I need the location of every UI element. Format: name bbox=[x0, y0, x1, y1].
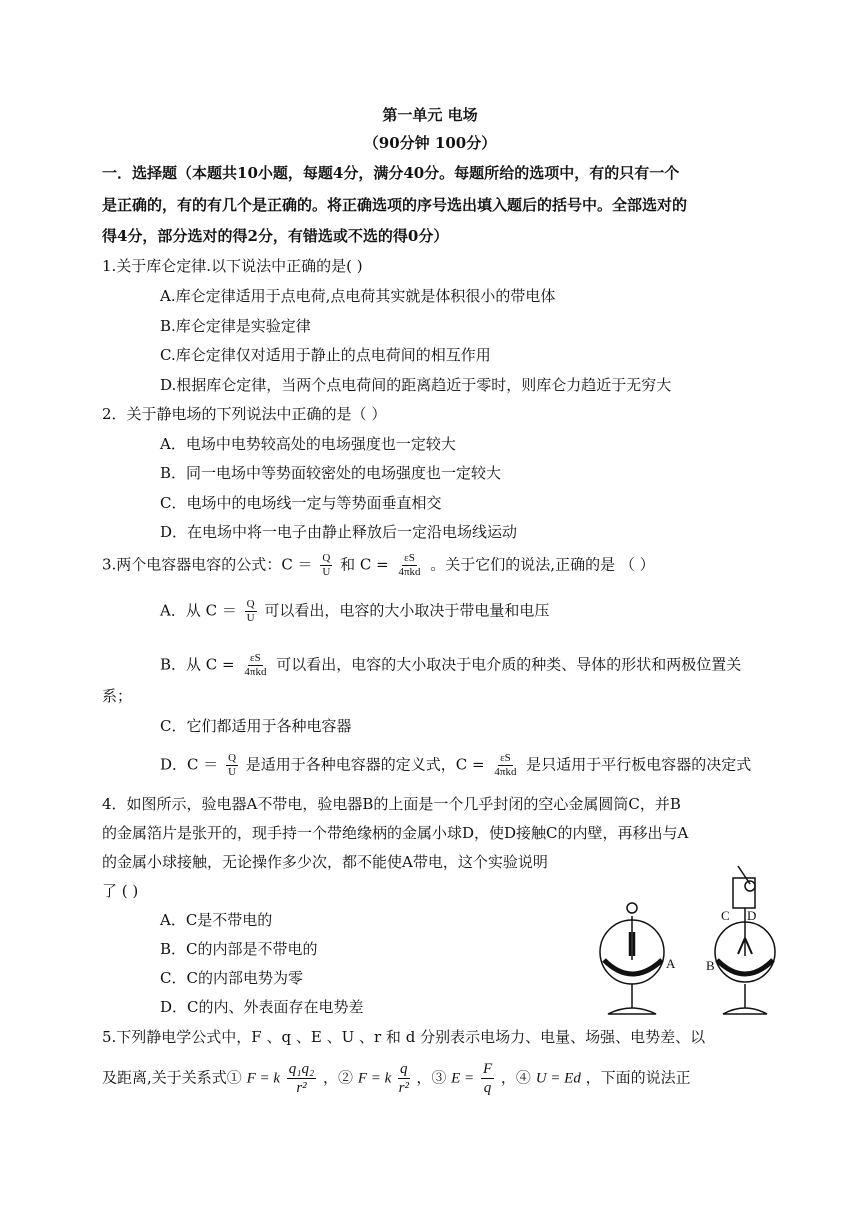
section-instructions-line: 一．选择题（本题共10小题，每题4分，满分40分。每题所给的选项中，有的只有一个 bbox=[102, 164, 680, 182]
q4-option-b: B．C的内部是不带电的 bbox=[160, 940, 318, 958]
fraction-q-over-u: $\frac{Q}{U}$ bbox=[246, 598, 255, 624]
q3-option-a: A．从 C ＝ $\frac{Q}{U}$ 可以看出，电容的大小取决于带电量和电压 bbox=[160, 598, 550, 624]
section-instructions-line: 得4分，部分选对的得2分，有错选或不选的得0分） bbox=[102, 227, 449, 245]
q1-option-b: B.库仑定律是实验定律 bbox=[160, 317, 311, 335]
unit-title: 第一单元 电场 bbox=[382, 106, 478, 124]
formula-3: E = bbox=[451, 1070, 475, 1087]
q3-option-b-continuation: 系； bbox=[102, 687, 133, 705]
figure-label-b: B bbox=[706, 958, 715, 973]
q4-option-d: D．C的内、外表面存在电势差 bbox=[160, 998, 364, 1016]
question-4-stem-line: 了 ( ) bbox=[102, 882, 139, 900]
question-4-stem-line: 的金属箔片是张开的，现手持一个带绝缘柄的金属小球D，使D接触C的内壁，再移出与A bbox=[102, 824, 689, 842]
question-5-formulas-line: 及距离,关于关系式① F = k $\frac{\text{q₁q₂}}{\text{r²}}$ ，② F = k $\frac{q}{\text{r²}}$ ，③ E = $\frac{F}{q}$ ，④ U = Ed ，下面的说法正 bbox=[102, 1061, 691, 1096]
figure-label-a: A bbox=[666, 956, 676, 971]
q2-option-a: A．电场中电势较高处的电场强度也一定较大 bbox=[160, 435, 456, 453]
electroscope-figure bbox=[590, 860, 790, 1020]
fraction-q-over-u: $\frac{Q}{U}$ bbox=[228, 752, 237, 778]
question-2-stem: 2．关于静电场的下列说法中正确的是（ ） bbox=[102, 405, 387, 423]
q4-option-a: A．C是不带电的 bbox=[160, 911, 273, 929]
electroscope-a bbox=[600, 903, 664, 1014]
q2-option-c: C．电场中的电场线一定与等势面垂直相交 bbox=[160, 494, 442, 512]
question-1-stem: 1.关于库仑定律.以下说法中正确的是( ) bbox=[102, 257, 363, 275]
q1-option-c: C.库仑定律仅对适用于静止的点电荷间的相互作用 bbox=[160, 346, 491, 364]
formula-2: F = k bbox=[357, 1070, 392, 1087]
figure-label-d: D bbox=[747, 908, 757, 923]
electroscope-b bbox=[715, 866, 775, 1014]
q3-option-b: B．从 C = $\frac{\varepsilon S}{\text{4πkd}}$ 可以看出，电容的大小取决于电介质的种类、导体的形状和两极位置关 bbox=[160, 652, 742, 678]
q2-option-b: B．同一电场中等势面较密处的电场强度也一定较大 bbox=[160, 464, 502, 482]
figure-label-c: C bbox=[721, 908, 730, 923]
q1-option-d: D.根据库仑定律，当两个点电荷间的距离趋近于零时，则库仑力趋近于无穷大 bbox=[160, 376, 672, 394]
exam-duration-score: （90分钟 100分） bbox=[363, 134, 497, 152]
question-5-stem-line: 5.下列静电学公式中，F 、q 、E 、U 、r 和 d 分别表示电场力、电量、场强、电势差、以 bbox=[102, 1028, 706, 1046]
question-4-stem-line: 4．如图所示，验电器A不带电，验电器B的上面是一个几乎封闭的空心金属圆筒C，并B bbox=[102, 795, 681, 813]
question-4-stem-line: 的金属小球接触，无论操作多少次，都不能使A带电，这个实验说明 bbox=[102, 853, 548, 871]
formula-1: F = k bbox=[246, 1070, 281, 1087]
fraction-eps-s-over-4pikd: $\frac{\varepsilon S}{\text{4πkd}}$ bbox=[494, 752, 517, 778]
q3-stem-text: 3.两个电容器电容的公式：C ＝ bbox=[102, 555, 313, 574]
q2-option-d: D．在电场中将一电子由静止释放后一定沿电场线运动 bbox=[160, 523, 518, 541]
section-instructions-line: 是正确的，有的有几个是正确的。将正确选项的序号选出填入题后的括号中。全部选对的 bbox=[102, 196, 688, 214]
question-3-stem: 3.两个电容器电容的公式：C ＝ $\frac{Q}{U}$ 和 C = $\frac{\varepsilon S}{\text{4πkd}}$ 。关于它们的说法,正确的是 （ ） bbox=[102, 552, 655, 578]
q3-option-d: D．C ＝ $\frac{Q}{U}$ 是适用于各种电容器的定义式，C = $\frac{\varepsilon S}{\text{4πkd}}$ 是只适用于平行板电容器的决定式 bbox=[160, 752, 752, 778]
q1-option-a: A.库仑定律适用于点电荷,点电荷其实就是体积很小的带电体 bbox=[160, 287, 556, 305]
fraction-q-over-u: $\frac{Q}{U}$ bbox=[322, 552, 331, 578]
q4-option-c: C．C的内部电势为零 bbox=[160, 969, 303, 987]
formula-4: U = Ed bbox=[535, 1070, 581, 1087]
fraction-eps-s-over-4pikd: $\frac{\varepsilon S}{\text{4πkd}}$ bbox=[398, 552, 421, 578]
fraction-eps-s-over-4pikd: $\frac{\varepsilon S}{\text{4πkd}}$ bbox=[244, 652, 267, 678]
q3-option-c: C．它们都适用于各种电容器 bbox=[160, 717, 352, 735]
